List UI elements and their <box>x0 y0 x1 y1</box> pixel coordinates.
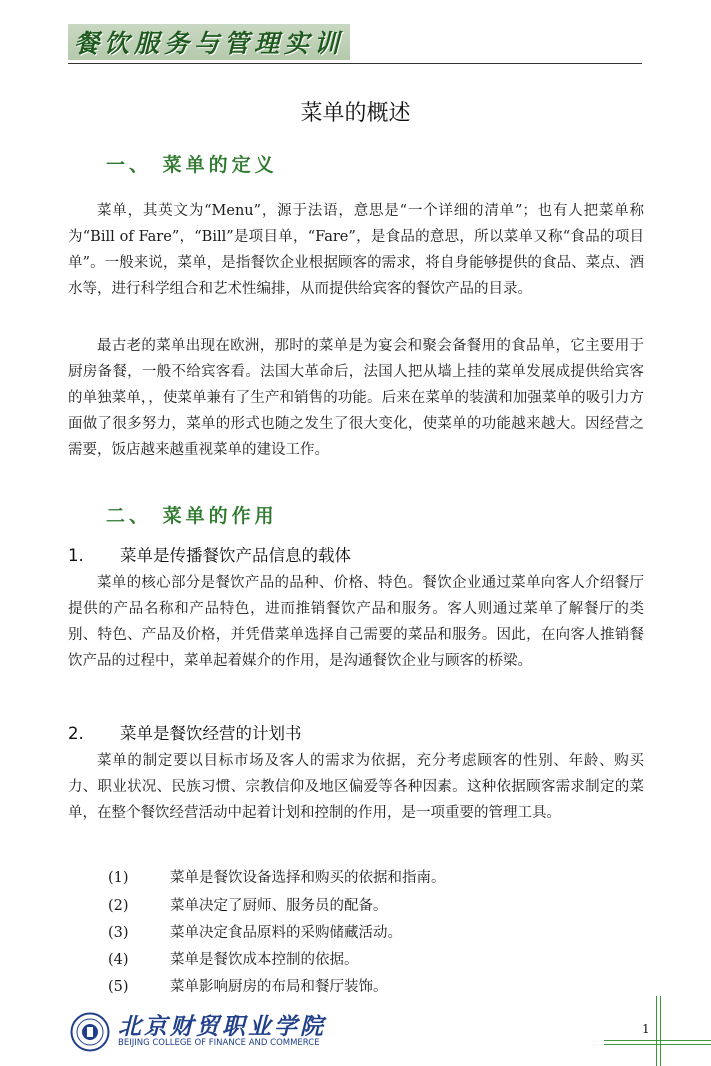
subheading-1-number: 1. <box>68 546 84 565</box>
header-title: 餐饮服务与管理实训 <box>68 24 350 60</box>
list-item <box>108 948 359 969</box>
paragraph-function-2: 菜单的制定要以目标市场及客人的需求为依据，充分考虑顾客的性别、年龄、购买力、职业状况、民族习惯、宗教信仰及地区偏爱等各种因素。这种依据顾客需求制定的菜单，在整个餐饮经营活动中起着计划和控制的作用，是一项重要的管理工具。 <box>68 753 644 821</box>
list-item <box>108 975 388 996</box>
corner-line-v1 <box>656 996 657 1066</box>
corner-line-h2 <box>604 1044 711 1045</box>
list-item-text: 菜单决定了厨师、服务员的配备。 <box>170 898 388 914</box>
subheading-1 <box>68 542 351 566</box>
list-item <box>108 921 402 942</box>
subheading-1-text: 菜单是传播餐饮产品信息的载体 <box>120 546 351 565</box>
list-item-text: 菜单决定食品原料的采购储藏活动。 <box>170 925 402 941</box>
list-item-number: (2) <box>108 898 129 914</box>
subheading-2-text: 菜单是餐饮经营的计划书 <box>120 724 302 743</box>
list-item <box>108 866 446 887</box>
section-heading-function: 二、 菜单的作用 <box>106 505 278 527</box>
list-item-number: (3) <box>108 925 129 941</box>
college-name-en: BEIJING COLLEGE OF FINANCE AND COMMERCE <box>118 1038 320 1048</box>
section-heading-definition: 一、 菜单的定义 <box>106 154 278 176</box>
list-item <box>108 894 388 915</box>
paragraph-history: 最古老的菜单出现在欧洲，那时的菜单是为宴会和聚会备餐用的食品单，它主要用于厨房备餐，一般不给宾客看。法国大革命后，法国人把从墙上挂的菜单发展成提供给宾客的单独菜单，，使菜单兼有了生产和销售的功能。后来在菜单的装潢和加强菜单的吸引力方面做了很多努力，菜单的形式也随之发生了很大变化，使菜单的功能越来越大。因经营之需要，饭店越来越重视菜单的建设工作。 <box>68 338 644 458</box>
page-number: 1 <box>642 1022 650 1036</box>
corner-line-v2 <box>660 996 661 1066</box>
list-item-text: 菜单是餐饮设备选择和购买的依据和指南。 <box>170 870 446 886</box>
college-emblem-icon <box>70 1012 110 1052</box>
college-name-cn: 北京财贸职业学院 <box>118 1014 326 1040</box>
list-item-text: 菜单影响厨房的布局和餐厅装饰。 <box>170 979 388 995</box>
header-rule <box>68 63 642 64</box>
document-title: 菜单的概述 <box>300 101 411 126</box>
list-item-text: 菜单是餐饮成本控制的依据。 <box>170 952 359 968</box>
corner-line-h1 <box>604 1040 711 1041</box>
subheading-2-number: 2. <box>68 724 84 743</box>
list-item-number: (1) <box>108 870 129 886</box>
subheading-2 <box>68 720 302 744</box>
paragraph-function-1: 菜单的核心部分是餐饮产品的品种、价格、特色。餐饮企业通过菜单向客人介绍餐厅提供的产品名称和产品特色，进而推销餐饮产品和服务。客人则通过菜单了解餐厅的类别、特色、产品及价格，并凭借菜单选择自己需要的菜品和服务。因此，在向客人推销餐饮产品的过程中，菜单起着媒介的作用，是沟通餐饮企业与顾客的桥梁。 <box>68 575 644 669</box>
paragraph-definition: 菜单，其英文为“Menu”，源于法语，意思是“一个详细的清单”；也有人把菜单称为“Bill of Fare”，“Bill”是项目单，“Fare”，是食品的意思，所以菜单又称“食品的项目单”。一般来说，菜单，是指餐饮企业根据顾客的需求，将自身能够提供的食品、菜点、酒水等，进行科学组合和艺术性编排，从而提供给宾客的餐饮产品的目录。 <box>68 203 644 297</box>
list-item-number: (5) <box>108 979 129 995</box>
list-item-number: (4) <box>108 952 129 968</box>
